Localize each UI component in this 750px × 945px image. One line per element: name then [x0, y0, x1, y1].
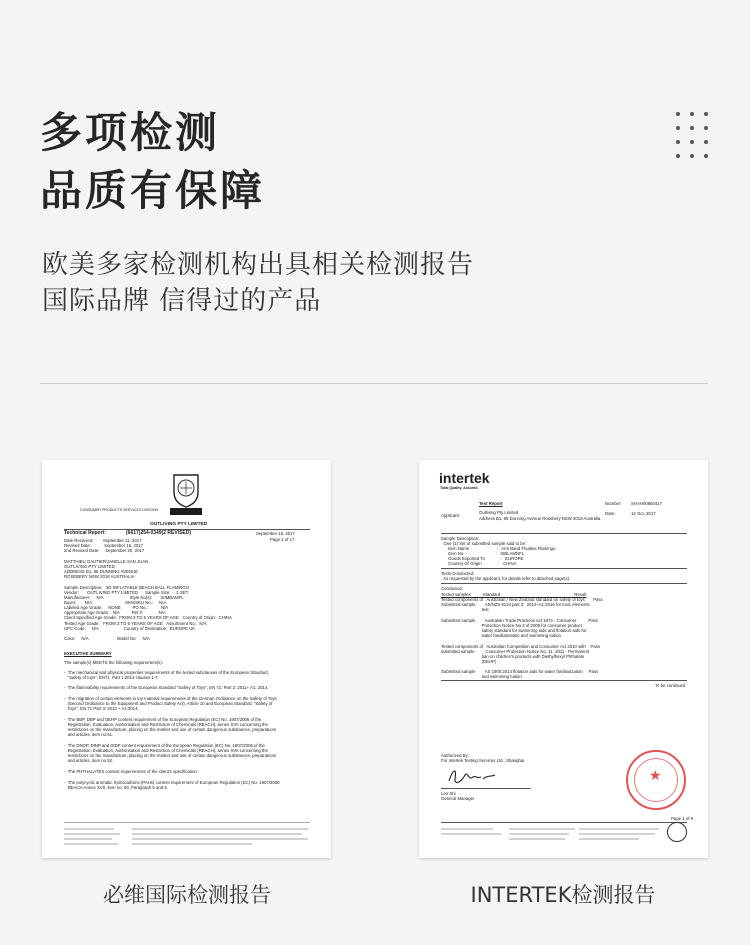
subtitle-line-1: 欧美多家检测机构出具相关检测报告: [42, 250, 475, 280]
body-line: submitted sample Consumer Protection Notice No. 11, 2011 - Permanent: [441, 649, 590, 654]
body-line: and articles, item no.51.: [64, 732, 114, 737]
body-line: - The flammability requirements of the European Standard "Safety of Toys", EN 71: Part 2: 2011+ A1: 2014.: [64, 685, 269, 690]
bureau-veritas-report-image: [42, 460, 331, 858]
body-line: - The polycyclic aromatic hydrocarbons (PAHs) content requirement of European Regulation (EC) No. 1907/2006: [64, 780, 280, 785]
body-line: Tested Age Grade: FROM 3 TO 6 YEARS OF AGE Assortment No.: N/A: [64, 621, 207, 626]
body-line: Submitted sample AS 1900:2014 flotation aids for water familiarization Pass: [441, 669, 599, 674]
bureau-veritas-band: [170, 508, 202, 515]
page-indicator: Page 1 of 8: [671, 816, 693, 821]
body-line: One (1) Set of submitted sample said to be :: [441, 541, 528, 546]
report-date: 12 Oct, 2017: [631, 511, 656, 516]
body-line: UPC Code: N/A Country of Destination: EUROPE UK: [64, 626, 196, 631]
body-line: - The BBP, DBP and DEHP content requirement of the European Regulation (EC) No. 1907/2006 of the: [64, 717, 262, 722]
body-line: OUTLIVING PTY LIMITED: [64, 564, 115, 569]
body-line: Date Received: September 11, 2017: [64, 538, 142, 543]
signer-title: General Manager: [441, 796, 475, 801]
caption-bureau-veritas: 必维国际检测报告: [103, 883, 271, 907]
bureau-veritas-seal-icon: [172, 472, 200, 508]
body-line: Authorized By:: [441, 753, 469, 758]
applicant-label: Applicant:: [441, 513, 460, 518]
body-line: Sample Description: 3D INFLATABLE BEACH BALL FLAMINGO: [64, 585, 190, 590]
number-label: Number:: [605, 501, 622, 506]
body-line: (Second Ordinance to the Equipment and Product Safety Act), Article 10 and European Standard, "Safety of: [64, 701, 273, 706]
signer-name: Leo Shi: [441, 791, 456, 796]
test-report-label: Test Report: [479, 501, 503, 506]
body-line: Country Of Origin : CHINA: [441, 561, 517, 566]
body-line: Tests Conducted:: [441, 571, 475, 576]
body-line: and swimming tuition: [441, 674, 522, 679]
body-line: REACH Annex XVII, item no. 50, Paragraph 5 and 6.: [64, 785, 168, 790]
client-name: OUTLIVING PTY LIMITED: [150, 522, 208, 527]
body-line: Color: N/A Model No: N/A: [64, 636, 150, 641]
body-line: and articles, item no 52.: [64, 758, 114, 763]
report-date: September 15, 2017: [256, 531, 295, 536]
body-line: Item Name : Arm Band Floaties Flamingo: [441, 546, 556, 551]
date-label: Date:: [605, 511, 616, 516]
subtitle-line-2: 国际品牌 信得过的产品: [42, 286, 322, 316]
executive-summary-heading: EXECUTIVE SUMMARY: [64, 651, 112, 656]
body-line: (DEHP): [441, 659, 497, 664]
heading-line-1: 多项检测: [40, 108, 221, 157]
report-number: (6617)254-0349(2 REVISED): [126, 530, 192, 536]
division-label: CONSUMER PRODUCTS SERVICES DIVISION: [80, 508, 159, 512]
applicant-address: Address B1, 85 Dunning Avenue Rosebery NSW 2018 Australia: [479, 516, 601, 521]
body-line: ADDRESS B1, 85 DUNNING AVENUE: [64, 569, 138, 574]
body-line: Registration, Evaluation, Authorisation and Restriction of Chemicals (REACH), annex XVII concerning the: [64, 748, 268, 753]
body-line: Labeled Age Grade: NONE PO No.: N/A: [64, 605, 169, 610]
intertek-logo: intertek: [439, 470, 490, 486]
body-line: - The mechanical and physical properties requirements of the tested subclauses of the European Standard,: [64, 670, 269, 675]
body-line: For Intertek Testing Services Ltd., Shanghai: [441, 758, 525, 763]
body-line: Registration, Evaluation, Authorisation and Restriction of Chemicals (REACH), annex XVII concerning the: [64, 722, 268, 727]
body-line: Goods Exported To : EUROPE: [441, 556, 524, 561]
body-line: Submitted sample AS/NZS 8124 part 3: 2012+A1:2016 for toxic elements: [441, 602, 590, 607]
caption-intertek: INTERTEK检测报告: [470, 883, 656, 907]
body-line: As requested by the applicant, for details refer to attached page(s).: [441, 576, 571, 581]
body-line: Tested components of Australian Competition and Consumer Act 2010 with Pass: [441, 644, 601, 649]
applicant-name: Outliving Pty Limited: [479, 510, 519, 515]
body-line: Appropriate Age Grade: N/A Ref #: N/A: [64, 610, 166, 615]
body-line: 2nd Revised Date: September 20, 2017: [64, 548, 145, 553]
body-line: The sample(s) MEETS the following requirement(s):: [64, 660, 163, 665]
report-label: Technical Report:: [64, 530, 106, 536]
body-line: Tested components of Australian / New Zealand standard on safety of toys Pass: [441, 597, 603, 602]
body-line: restrictions on the manufacture, placing on the market and use of certain dangerous substances, preparations: [64, 753, 277, 758]
body-line: Buyer: N/A SKN/SKU No.: N/A: [64, 600, 167, 605]
heading-line-2: 品质有保障: [40, 166, 266, 215]
body-line: Submitted sample Australian Trade Practices Act 1974 - Consumer Pass: [441, 618, 598, 623]
body-line: Conclusion:: [441, 586, 464, 591]
body-line: test: [441, 607, 489, 612]
signature: [445, 765, 505, 787]
body-line: - The PHTHALATES content requirements of the client's specification.: [64, 769, 198, 774]
body-line: water familiarisation and swimming tuition: [441, 633, 561, 638]
body-line: ROSEBERY NSW 2018 AUSTRALIA: [64, 574, 135, 579]
body-line: MATTHIEU GAUTIER/JANELLE SAN JUAN: [64, 559, 149, 564]
report-number: SHAH00860417: [631, 501, 663, 506]
body-line: Revised Date: September 15, 2017: [64, 543, 144, 548]
section-divider: [40, 383, 708, 384]
body-line: Manufacturer: N/A Style No(s): SIIMBAMFL: [64, 595, 184, 600]
body-line: restrictions on the manufacture, placing on the market and use of certain dangerous substances, preparations: [64, 727, 277, 732]
body-line: - The DNOP, DINP and DIDP content requirement of the European Regulation (EC) No. 1907/2006 of the: [64, 743, 265, 748]
body-line: Item No. : SIBLAMNFL: [441, 551, 525, 556]
body-line: Toys", EN 71 Part 3: 2013 + A1:2014.: [64, 706, 139, 711]
to-be-continued: To be continued: [655, 683, 686, 688]
report-page: Page 1 of 17: [270, 537, 295, 542]
body-line: ban on children's products with Diethylhexyl Phthalate: [441, 654, 585, 659]
dots-grid-icon: [672, 112, 712, 158]
body-line: - The migration of certain elements in toy material requirements of the German Ordinance on the Safety of Toys: [64, 696, 277, 701]
star-icon: ★: [649, 768, 662, 784]
body-line: Sample Description:: [441, 536, 480, 541]
body-line: Protection Notice No.3 of 2009 for consumer product: [441, 623, 582, 628]
intertek-round-logo-icon: [667, 822, 687, 842]
conclusion-table-header: Tested samples Standard Result: [441, 592, 587, 597]
body-line: Client Specified Age Grade: FROM 3 TO 6 YEARS OF AGE Country of Origin: CHINA: [64, 615, 232, 620]
body-line: "Safety of toys", EN71 Part 1:2014 clauses 1-7.: [64, 675, 159, 680]
body-line: Vendor: OUTLIVING PTY LIMITED Sample Size: 1 SET: [64, 590, 189, 595]
intertek-report-image: [419, 460, 708, 858]
intertek-tagline: Total Quality. Assured.: [440, 486, 479, 490]
body-line: safety standard for swimming aids and flotation aids for: [441, 628, 587, 633]
